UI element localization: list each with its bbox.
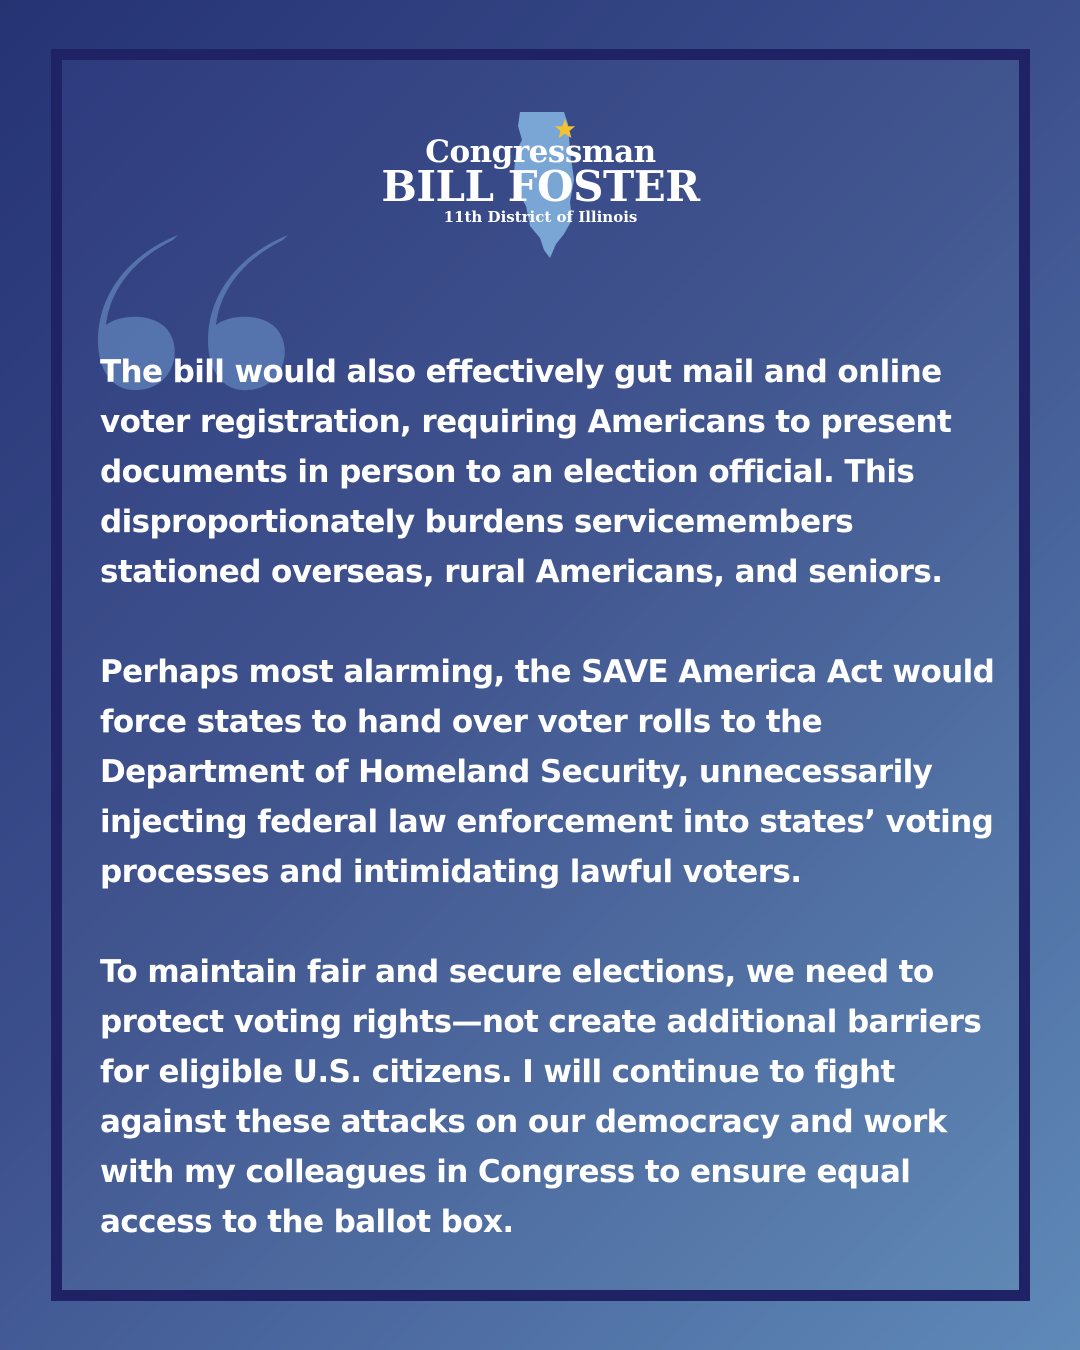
quote-paragraph-3: To maintain fair and secure elections, we need to protect voting rights—not create additional barriers for eligible U.S. citizens. I will continue to fight against these attacks on our democracy and work with my colleagues in Congress to ensure equal access to the ballot box. [100,954,982,1240]
logo-title-top: Congressman [425,134,656,170]
logo-subtitle: 11th District of Illinois [443,208,638,226]
quote-text [100,347,1000,1297]
logo-title-name: BILL FOSTER [381,162,700,211]
quote-paragraph-1: The bill would also effectively gut mail and online voter registration, requiring Americans to present documents in person to an election official. This disproportionately burdens servicemembers stationed overseas, rural Americans, and seniors. [100,354,952,590]
quote-card [51,49,1030,1301]
quote-paragraph-2: Perhaps most alarming, the SAVE America Act would force states to hand over voter rolls to the Department of Homeland Security, unnecessarily injecting federal law enforcement into states’ voting processes and intimidating lawful voters. [100,654,995,890]
